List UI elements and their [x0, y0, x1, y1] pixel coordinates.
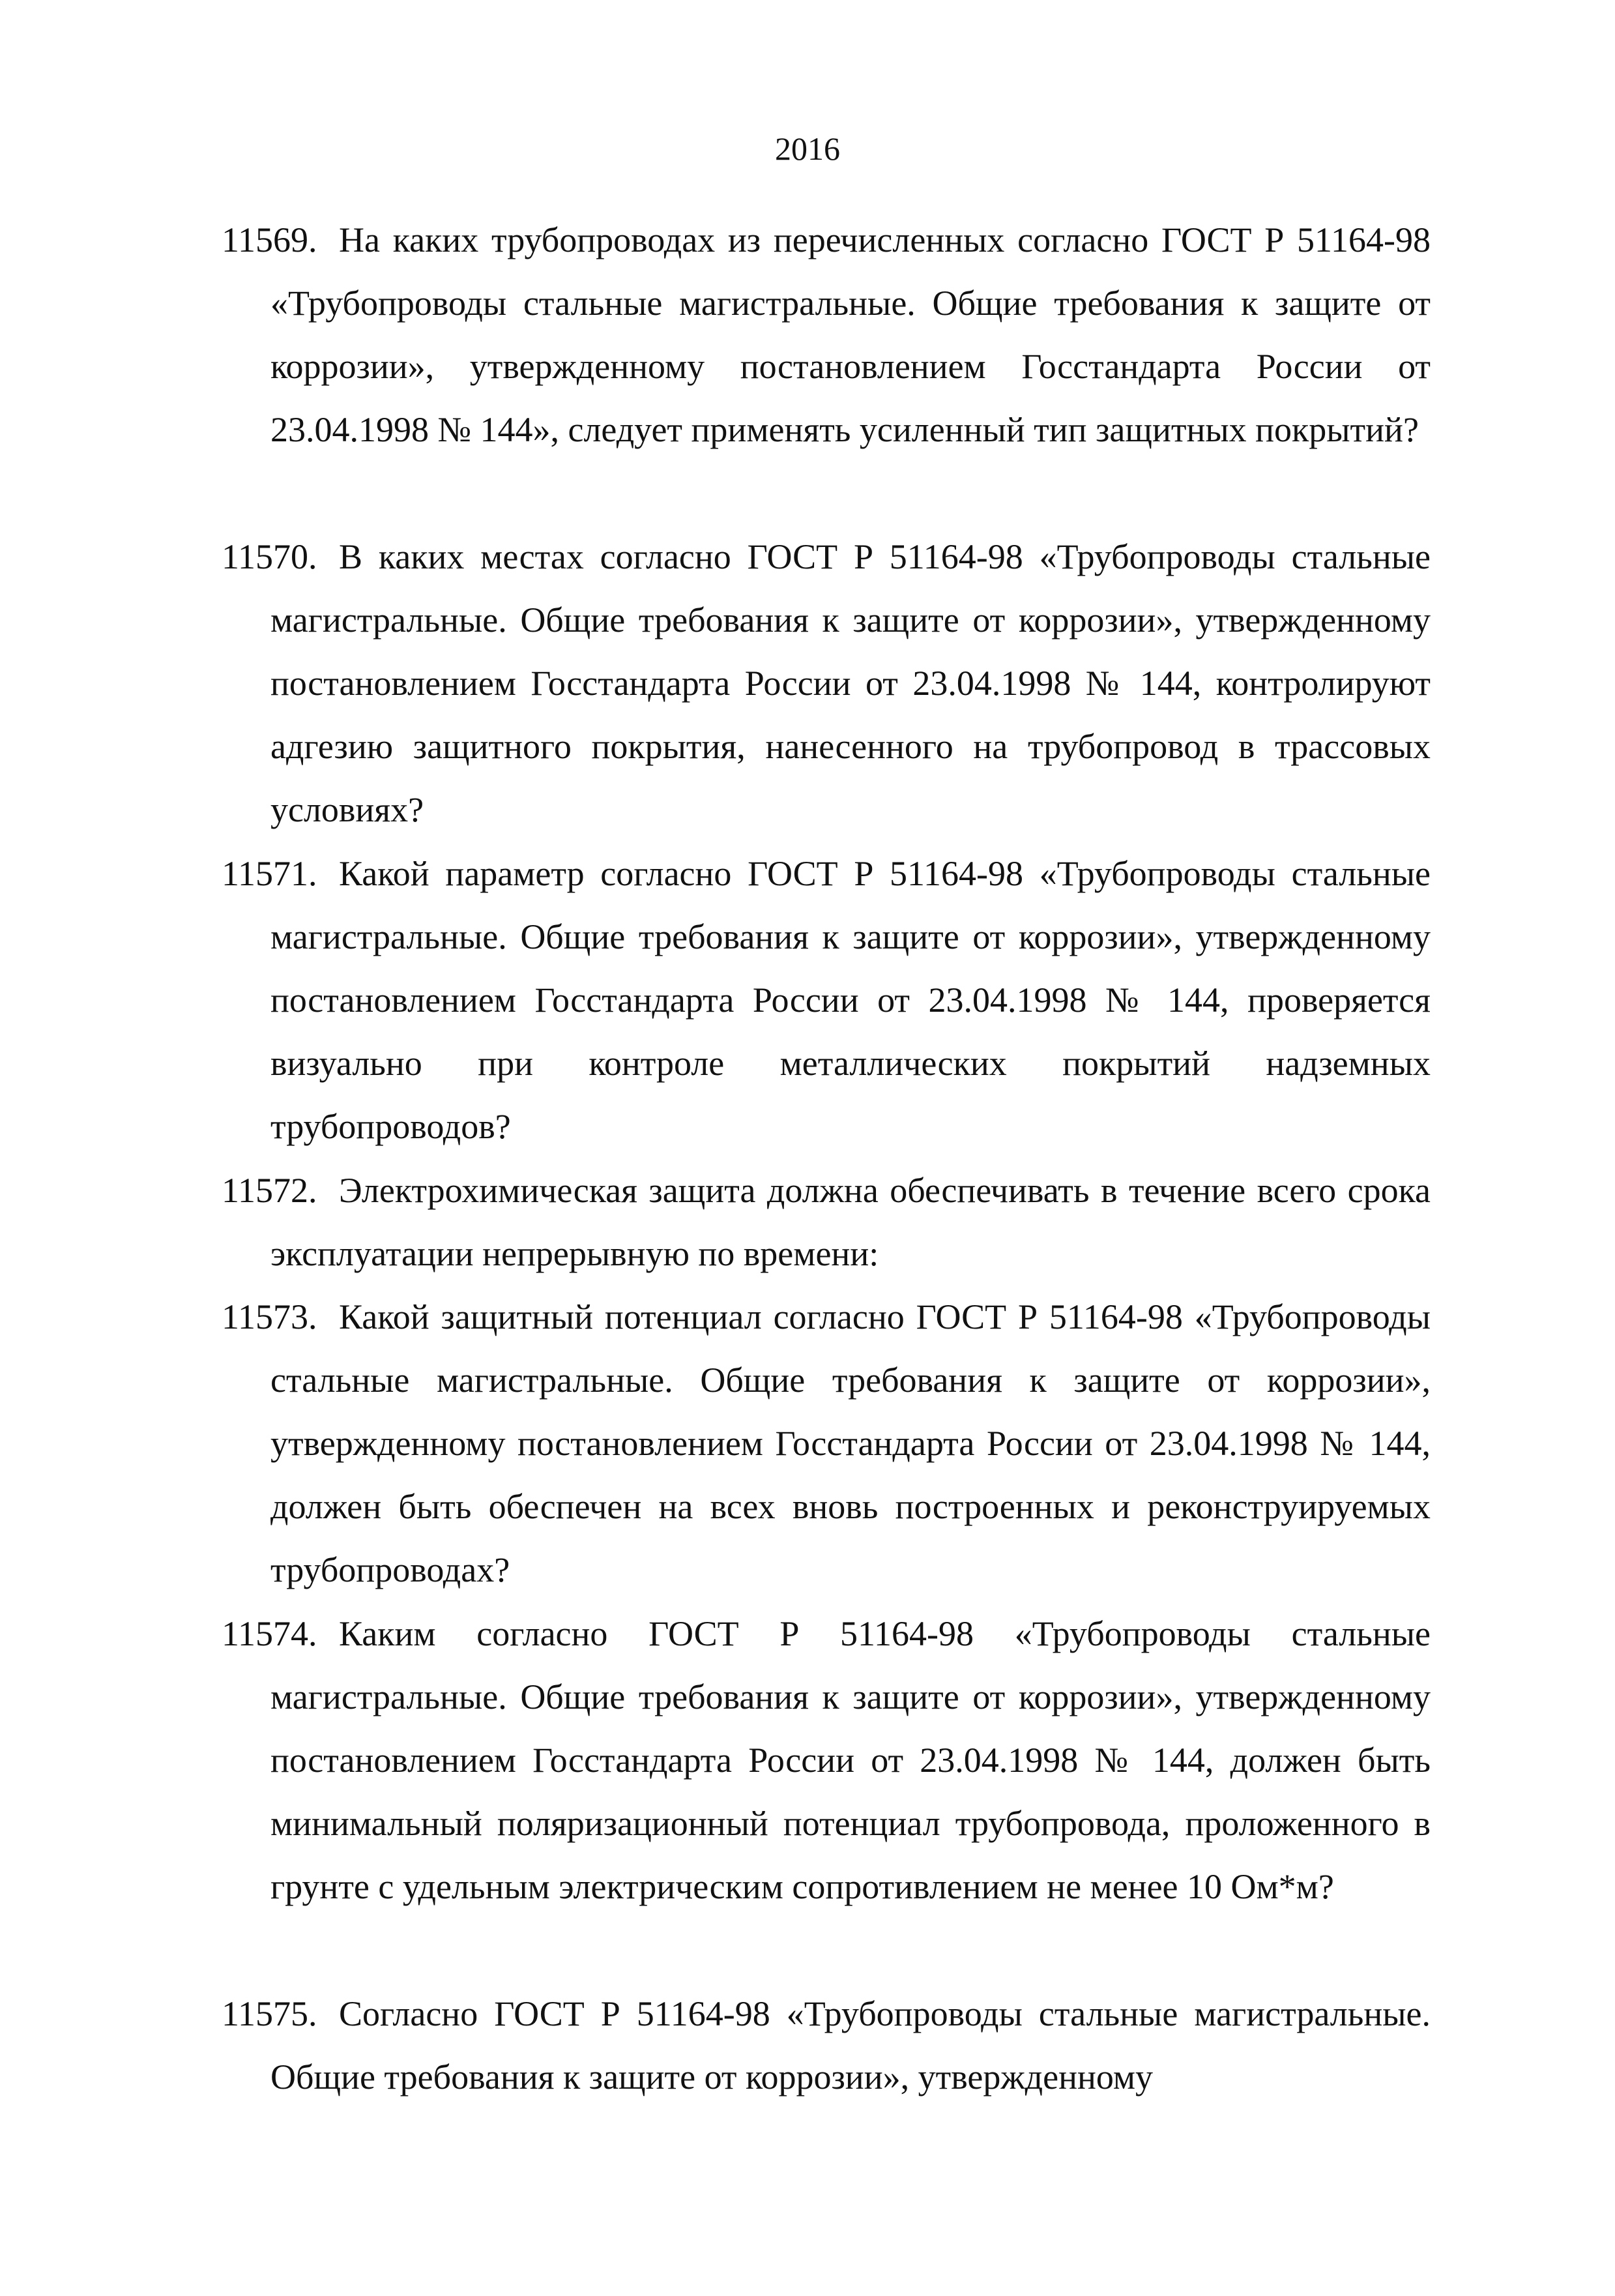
question-list	[222, 209, 1431, 2109]
question-text: Каким согласно ГОСТ Р 51164-98 «Трубопроводы стальные магистральные. Общие требования к защите от коррозии», утвержденному постановлением Госстандарта России от 23.04.1998 № 144, должен быть минимальный поляризационный потенциал трубопровода, проложенного в грунте с удельным электрическим сопротивлением не менее 10 Ом*м?	[270, 1614, 1431, 1906]
question-item	[222, 1286, 1431, 1602]
question-number: 11574.	[222, 1614, 317, 1653]
question-item	[222, 842, 1431, 1159]
question-text: Электрохимическая защита должна обеспечивать в течение всего срока эксплуатации непрерывную по времени:	[270, 1171, 1431, 1273]
question-item	[222, 1982, 1431, 2109]
question-number: 11570.	[222, 537, 317, 576]
question-number: 11571.	[222, 854, 317, 893]
question-number: 11569.	[222, 220, 317, 259]
question-item	[222, 525, 1431, 842]
question-text: Согласно ГОСТ Р 51164-98 «Трубопроводы стальные магистральные. Общие требования к защите от коррозии», утвержденному	[270, 1994, 1431, 2097]
question-item	[222, 1159, 1431, 1286]
question-number: 11573.	[222, 1297, 317, 1336]
question-number: 11575.	[222, 1994, 317, 2033]
question-text: На каких трубопроводах из перечисленных согласно ГОСТ Р 51164-98 «Трубопроводы стальные магистральные. Общие требования к защите от коррозии», утвержденному постановлением Госстандарта России от 23.04.1998 № 144», следует применять усиленный тип защитных покрытий?	[270, 220, 1431, 449]
question-text: В каких местах согласно ГОСТ Р 51164-98 «Трубопроводы стальные магистральные. Общие требования к защите от коррозии», утвержденному постановлением Госстандарта России от 23.04.1998 № 144, контролируют адгезию защитного покрытия, нанесенного на трубопровод в трассовых условиях?	[270, 537, 1431, 829]
question-item	[222, 1602, 1431, 1982]
question-text: Какой защитный потенциал согласно ГОСТ Р 51164-98 «Трубопроводы стальные магистральные. Общие требования к защите от коррозии», утвержденному постановлением Госстандарта России от 23.04.1998 № 144, должен быть обеспечен на всех вновь построенных и реконструируемых трубопроводах?	[270, 1297, 1431, 1589]
question-item	[222, 209, 1431, 525]
question-text: Какой параметр согласно ГОСТ Р 51164-98 «Трубопроводы стальные магистральные. Общие требования к защите от коррозии», утвержденному постановлением Госстандарта России от 23.04.1998 № 144, проверяется визуально при контроле металлических покрытий надземных трубопроводов?	[270, 854, 1431, 1146]
question-number: 11572.	[222, 1171, 317, 1210]
page-number: 2016	[775, 130, 840, 167]
